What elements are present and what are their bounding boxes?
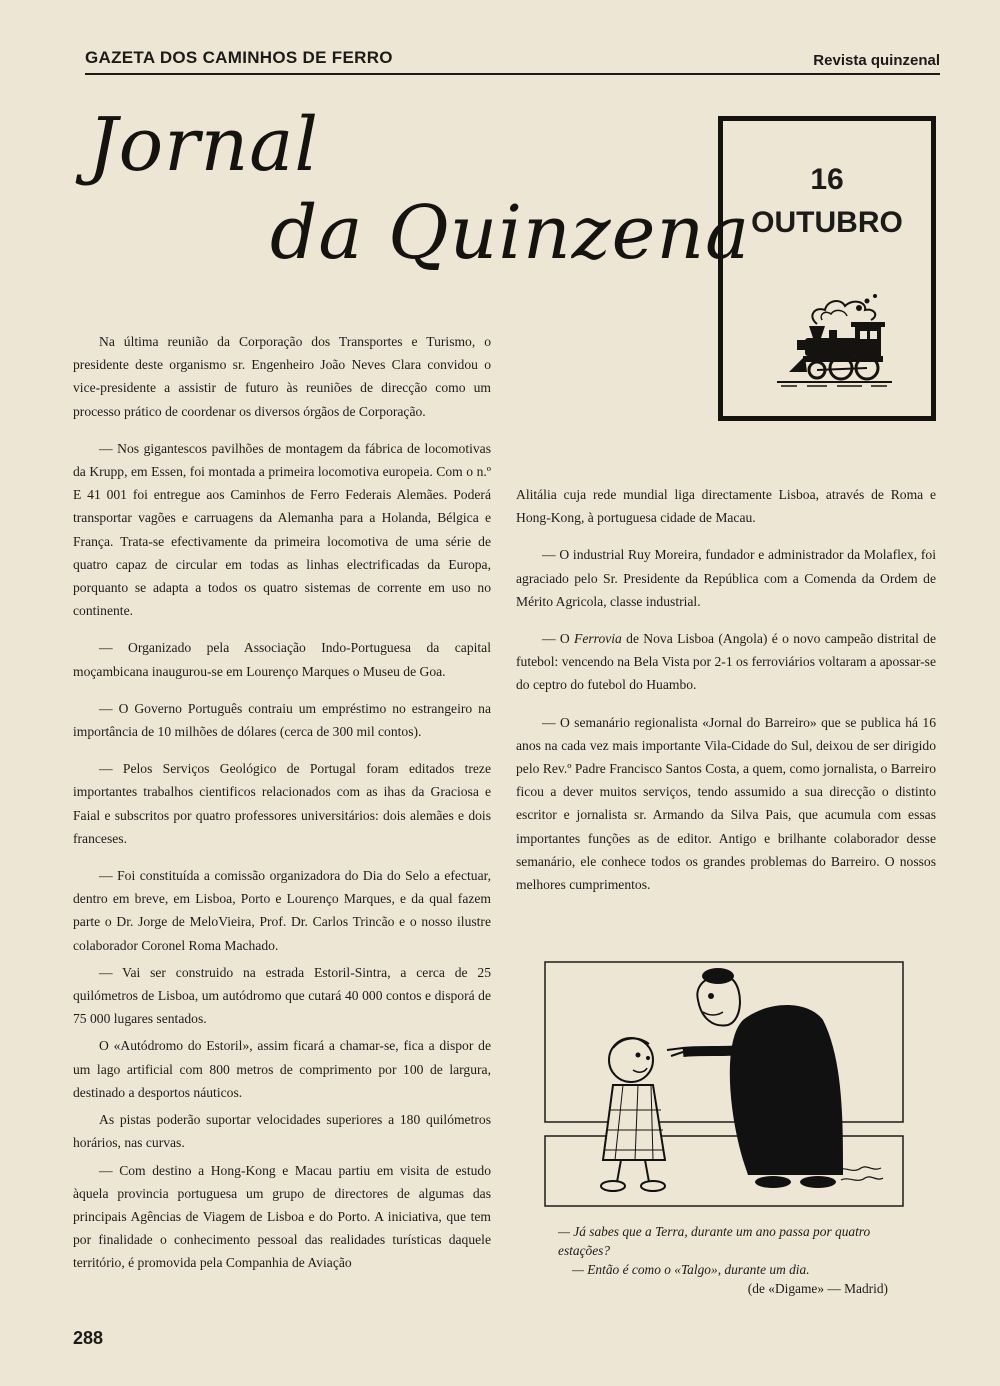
newspaper-name: Ferrovia xyxy=(574,631,622,647)
news-paragraph: — O semanário regionalista «Jornal do Barreiro» que se publica há 16 anos na cada vez mais importante Vila-Cidade do Sul, deixou de ser dirigido pelo Rev.º Padre Francisco Santos Costa, a quem, como jornalista, o Barreiro ficou a dever muitos serviços, tendo assumido a sua direcção o distinto escritor e jornalista sr. Armando da Silva Pais, que acumula com essas importantes funções as de editor. Antigo e brilhante colaborador desse semanário, ele conhece todos os grandes problemas do Barreiro. O nossos melhores cumprimentos. xyxy=(516,714,936,893)
locomotive-icon xyxy=(767,286,897,391)
header-rule xyxy=(85,73,940,75)
right-column xyxy=(516,483,936,910)
title-line-2: da Quinzena xyxy=(270,190,751,276)
page-number: 288 xyxy=(73,1328,104,1348)
publication-name: GAZETA DOS CAMINHOS DE FERRO xyxy=(85,48,393,67)
news-paragraph: — Organizado pela Associação Indo-Portuguesa da capital moçambicana inaugurou-se em Lourenço Marques o Museu de Goa. xyxy=(73,640,491,679)
news-paragraph: — Vai ser construido na estrada Estoril-Sintra, a cerca de 25 quilómetros de Lisboa, um autódromo que cutará 40 000 contos e disporá de 75 000 lugares sentados. xyxy=(73,964,491,1027)
cartoon-illustration xyxy=(543,960,905,1210)
cartoon-caption xyxy=(558,1222,898,1298)
news-paragraph: Alitália cuja rede mundial liga directamente Lisboa, através de Roma e Hong-Kong, à portuguesa cidade de Macau. xyxy=(516,487,936,526)
publication-subtitle: Revista quinzenal xyxy=(813,52,940,69)
caption-line: — Já sabes que a Terra, durante um ano passa por quatro estações? xyxy=(558,1224,871,1258)
news-paragraph: As pistas poderão suportar velocidades superiores a 180 quilómetros horários, nas curvas. xyxy=(73,1112,491,1151)
date-box xyxy=(718,116,936,421)
news-paragraph: — Pelos Serviços Geológico de Portugal foram editados treze importantes trabalhos cientificos relacionados com as ihas da Graciosa e Faial e subscritos por quatro professores universitários: dois alemães e dois franceses. xyxy=(73,761,491,846)
news-paragraph: O «Autódromo do Estoril», assim ficará a chamar-se, fica a dispor de um lago artificial com 800 metros de comprimento por 100 de largura, destinado a desportos náuticos. xyxy=(73,1038,491,1100)
news-paragraph: — Com destino a Hong-Kong e Macau partiu em visita de estudo àquela provincia portuguesa um grupo de directores de algumas das principais Agências de Viagem de Lisboa e do Porto. A iniciativa, que tem por finalidade o conhecimento pessoal das realidades turísticas daquele território, é promovida pela Companhia de Aviação xyxy=(73,1162,491,1271)
title-line-1: Jornal xyxy=(88,102,320,188)
news-paragraph: — O Governo Português contraiu um empréstimo no estrangeiro na importância de 10 milhões de dólares (cerca de 300 mil contos). xyxy=(73,700,491,740)
news-paragraph: — Nos gigantescos pavilhões de montagem da fábrica de locomotivas da Krupp, em Essen, foi montada a primeira locomotiva europeia. Com o n.º E 41 001 foi entregue aos Caminhos de Ferro Federais Alemães. Poderá transportar vagões e carruagens da Alemanha para a Holanda, Bélgica e França. Trata-se efectivamente da primeira locomotiva de uma série de quatro capaz de circular em todas as linhas electrificadas da Europa, porquanto se adapta a todos os quatro sistemas de corrente em uso no continente. xyxy=(73,440,491,619)
news-paragraph: Na última reunião da Corporação dos Transportes e Turismo, o presidente deste organismo sr. Engenheiro João Neves Clara convidou o vice-presidente a assistir de futuro às reuniões de direcção como um processo prático de coordenar os diversos órgãos de Corporação. xyxy=(73,334,491,419)
caption-line: — Então é como o «Talgo», durante um dia. xyxy=(572,1262,810,1277)
date-day: 16 xyxy=(810,163,844,196)
news-paragraph: — O industrial Ruy Moreira, fundador e administrador da Molaflex, foi agraciado pelo Sr. Presidente da República com a Comenda da Ordem de Mérito Agricola, classe industrial. xyxy=(516,547,936,609)
news-paragraph xyxy=(516,627,936,697)
news-paragraph: — Foi constituída a comissão organizadora do Dia do Selo a efectuar, dentro em breve, em Lisboa, Porto e Lourenço Marques, e da qual fazem parte o Dr. Jorge de MeloVieira, Prof. Dr. Carlos Trincão e o nosso ilustre colaborador Coronel Roma Machado. xyxy=(73,868,491,953)
date-month: OUTUBRO xyxy=(751,206,903,239)
text-run: — O xyxy=(542,631,575,647)
text-run: de Nova Lisboa (Angola) é o novo campeão distrital de futebol: vencendo na Bela Vista por 2-1 os ferroviários voltaram a apossar-se do ceptro do futebol do Huambo. xyxy=(516,631,936,693)
caption-source: (de «Digame» — Madrid) xyxy=(747,1281,888,1296)
left-column xyxy=(73,330,491,1279)
